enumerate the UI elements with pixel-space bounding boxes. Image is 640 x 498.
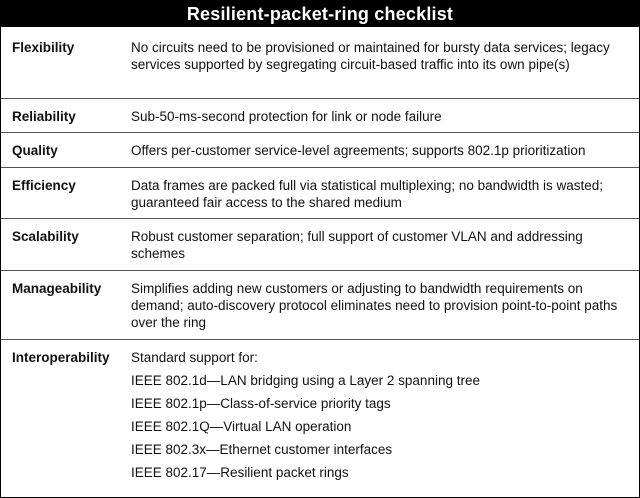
row-text: Sub-50-ms-second protection for link or node failure [131,109,442,124]
row-divider [1,132,639,133]
row-label: Scalability [12,229,79,244]
row-label: Flexibility [12,40,75,55]
row-text: Simplifies adding new customers or adjusting to bandwidth requirements on demand; auto-discovery protocol eliminates need to provision point-to-point paths over the ring [131,281,618,330]
row-label: Interoperability [12,350,110,365]
standards-intro: Standard support for: [131,350,258,365]
row-label: Quality [12,143,58,158]
row-text: Robust customer separation; full support of customer VLAN and addressing schemes [131,229,583,261]
standard-item: IEEE 802.1p—Class-of-service priority tags [131,396,391,411]
standard-item: IEEE 802.17—Resilient packet rings [131,465,349,480]
standard-item: IEEE 802.1d—LAN bridging using a Layer 2 spanning tree [131,373,480,388]
table-title: Resilient-packet-ring checklist [1,1,639,27]
row-divider [1,270,639,271]
standard-item: IEEE 802.3x—Ethernet customer interfaces [131,442,393,457]
row-divider [1,218,639,219]
row-label: Efficiency [12,178,76,193]
row-text: Data frames are packed full via statistical multiplexing; no bandwidth is wasted; guaranteed fair access to the shared medium [131,178,603,210]
standard-item: IEEE 802.1Q—Virtual LAN operation [131,419,352,434]
row-divider [1,98,639,99]
row-text: Offers per-customer service-level agreements; supports 802.1p prioritization [131,143,586,158]
row-label: Manageability [12,281,102,296]
row-label: Reliability [12,109,76,124]
row-text: No circuits need to be provisioned or maintained for bursty data services; legacy services supported by segregating circuit-based traffic into its own pipe(s) [131,40,610,72]
standards-list [131,349,631,481]
row-divider [1,167,639,168]
row-divider [1,339,639,340]
